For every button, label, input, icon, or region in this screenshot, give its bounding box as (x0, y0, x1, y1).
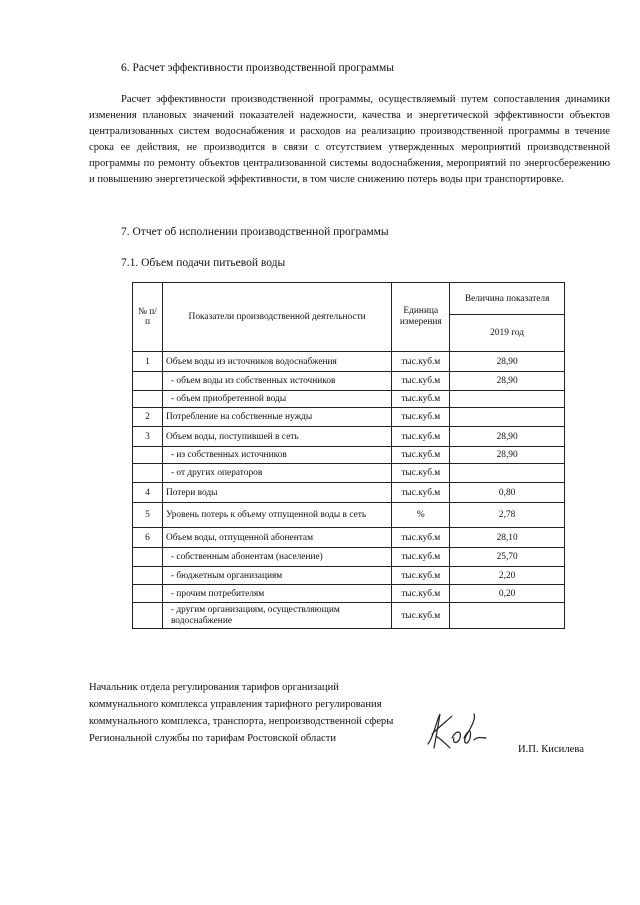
row-indicator: - бюджетным организациям (162, 567, 391, 585)
table-row (133, 528, 565, 548)
row-indicator: Объем воды, отпущенной абонентам (162, 528, 391, 548)
row-num: 4 (133, 483, 163, 503)
table-row (133, 427, 565, 447)
row-indicator: - объем воды из собственных источников (162, 372, 391, 391)
section-7-1-heading: 7.1. Объем подачи питьевой воды (121, 257, 286, 269)
row-num (133, 567, 163, 585)
row-value: 28,90 (450, 372, 565, 391)
table-row (133, 447, 565, 464)
table-row (133, 567, 565, 585)
row-value: 28,90 (450, 427, 565, 447)
row-unit: тыс.куб.м (392, 603, 450, 629)
row-num (133, 447, 163, 464)
water-supply-table (132, 282, 565, 629)
row-num: 3 (133, 427, 163, 447)
section-6-heading: 6. Расчет эффективности производственной программы (121, 62, 395, 74)
row-indicator: - объем приобретенной воды (162, 391, 391, 408)
section-7-heading: 7. Отчет об исполнении производственной программы (121, 226, 389, 238)
row-value (450, 391, 565, 408)
row-unit: тыс.куб.м (392, 528, 450, 548)
row-num (133, 391, 163, 408)
row-value: 0,20 (450, 585, 565, 603)
row-num: 2 (133, 408, 163, 427)
row-unit: тыс.куб.м (392, 372, 450, 391)
handwritten-signature (422, 708, 514, 758)
row-unit: тыс.куб.м (392, 567, 450, 585)
header-unit: Единица измерения (392, 283, 450, 352)
row-value (450, 603, 565, 629)
row-value: 25,70 (450, 548, 565, 567)
row-value: 2,20 (450, 567, 565, 585)
header-indicator: Показатели производственной деятельности (162, 283, 391, 352)
row-indicator: Потери воды (162, 483, 391, 503)
row-unit: тыс.куб.м (392, 352, 450, 372)
table-row (133, 603, 565, 629)
row-num (133, 603, 163, 629)
row-unit: тыс.куб.м (392, 427, 450, 447)
row-indicator: - другим организациям, осуществляющим водоснабжение (162, 603, 391, 629)
row-value: 0,80 (450, 483, 565, 503)
table-row (133, 483, 565, 503)
row-indicator: Объем воды из источников водоснабжения (162, 352, 391, 372)
signatory-name: И.П. Кисилева (518, 744, 584, 755)
row-indicator: - прочим потребителям (162, 585, 391, 603)
table-row (133, 352, 565, 372)
header-num: № п/п (133, 283, 163, 352)
row-num (133, 585, 163, 603)
row-num: 5 (133, 503, 163, 528)
row-unit: тыс.куб.м (392, 585, 450, 603)
row-unit: тыс.куб.м (392, 408, 450, 427)
row-unit: % (392, 503, 450, 528)
row-num (133, 372, 163, 391)
row-indicator: - от других операторов (162, 464, 391, 483)
signatory-position: Начальник отдела регулирования тарифов организаций коммунального комплекса управления тарифного регулирования коммунального комплекса, транспорта, непроизводственной сферы Региональной службы по тарифам Ростовской области (89, 682, 394, 744)
table-row (133, 391, 565, 408)
table-row (133, 372, 565, 391)
table-row (133, 408, 565, 427)
header-year: 2019 год (450, 315, 565, 352)
row-unit: тыс.куб.м (392, 447, 450, 464)
row-value: 28,90 (450, 447, 565, 464)
row-indicator: Объем воды, поступившей в сеть (162, 427, 391, 447)
row-num (133, 464, 163, 483)
header-value-group: Величина показателя (450, 283, 565, 315)
row-num: 1 (133, 352, 163, 372)
table-row (133, 585, 565, 603)
row-unit: тыс.куб.м (392, 464, 450, 483)
row-unit: тыс.куб.м (392, 483, 450, 503)
row-value: 2,78 (450, 503, 565, 528)
row-unit: тыс.куб.м (392, 548, 450, 567)
row-num (133, 548, 163, 567)
table-row (133, 503, 565, 528)
section-6-paragraph: Расчет эффективности производственной программы, осуществляемый путем сопоставления динамики изменения плановых значений показателей надежности, качества и энергетической эффективности объектов централизованных систем водоснабжения и расходов на реализацию производственной программы в течение срока ее действия, не производится в связи с отсутствием утвержденных мероприятий производственной программы по ремонту объектов централизованной системы водоснабжения, мероприятий по энергосбережению и повышению энергетической эффективности, в том числе снижению потерь воды при транспортировке. (89, 94, 610, 185)
row-indicator: Уровень потерь к объему отпущенной воды в сеть (162, 503, 391, 528)
row-indicator: - собственным абонентам (население) (162, 548, 391, 567)
row-value (450, 408, 565, 427)
row-indicator: Потребление на собственные нужды (162, 408, 391, 427)
row-unit: тыс.куб.м (392, 391, 450, 408)
row-indicator: - из собственных источников (162, 447, 391, 464)
row-value (450, 464, 565, 483)
table-row (133, 548, 565, 567)
row-value: 28,10 (450, 528, 565, 548)
table-body (133, 352, 565, 629)
row-value: 28,90 (450, 352, 565, 372)
table-row (133, 464, 565, 483)
row-num: 6 (133, 528, 163, 548)
